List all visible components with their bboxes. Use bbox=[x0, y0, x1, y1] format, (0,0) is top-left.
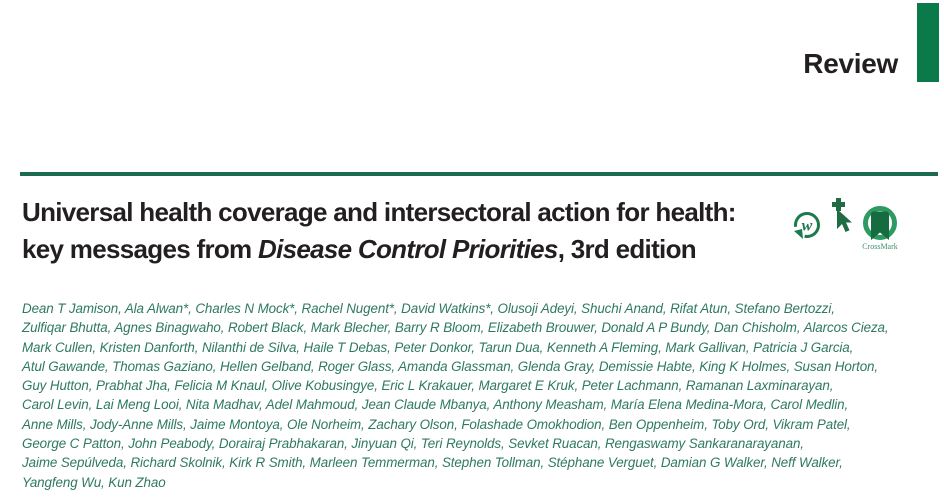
header-rule bbox=[20, 172, 938, 176]
author-line: George C Patton, John Peabody, Dorairaj Prabhakaran, Jinyuan Qi, Teri Reynolds, Sevket Ruacan, Rengaswamy Sankaranarayanan, bbox=[22, 436, 804, 452]
author-line: Mark Cullen, Kristen Danforth, Nilanthi de Silva, Haile T Debas, Peter Donkor, Tarun Dua, Kenneth A Fleming, Mark Gallivan, Patricia J Garcia, bbox=[22, 339, 854, 355]
crossmark-icon[interactable] bbox=[859, 205, 901, 251]
title-line-2-suffix: , 3rd edition bbox=[557, 234, 696, 264]
author-line: Guy Hutton, Prabhat Jha, Felicia M Knaul, Olive Kobusingye, Eric L Krakauer, Margaret E Kruk, Peter Lachmann, Ramanan Laxminarayan, bbox=[22, 378, 834, 394]
author-line: Anne Mills, Jody-Anne Mills, Jaime Montoya, Ole Norheim, Zachary Olson, Folashade Omokhodion, Ben Oppenheim, Toby Ord, Vikram Patel, bbox=[22, 416, 851, 432]
wellcome-swoosh-icon[interactable] bbox=[792, 210, 822, 247]
author-line: Yangfeng Wu, Kun Zhao bbox=[22, 474, 166, 490]
cursor-plus-icon[interactable] bbox=[828, 197, 855, 240]
title-line-2 bbox=[22, 231, 736, 268]
author-line: Jaime Sepúlveda, Richard Skolnik, Kirk R Smith, Marleen Temmerman, Stephen Tollman, Stéphane Verguet, Damian G Walker, Neff Walker, bbox=[22, 455, 843, 471]
title-line-2-prefix: key messages from bbox=[22, 234, 258, 264]
article-badges bbox=[792, 197, 901, 251]
title-line-2-italic: Disease Control Priorities bbox=[258, 234, 558, 264]
author-line: Carol Levin, Lai Meng Looi, Nita Madhav, Adel Mahmoud, Jean Claude Mbanya, Anthony Measham, María Elena Medina-Mora, Carol Medlin, bbox=[22, 397, 849, 413]
author-line: Dean T Jamison, Ala Alwan*, Charles N Mock*, Rachel Nugent*, David Watkins*, Olusoji Adeyi, Shuchi Anand, Rifat Atun, Stefano Bertozzi, bbox=[22, 301, 835, 316]
author-line: Atul Gawande, Thomas Gaziano, Hellen Gelband, Roger Glass, Amanda Glassman, Glenda Gray, Demissie Habte, King K Holmes, Susan Horton, bbox=[22, 358, 879, 374]
author-list bbox=[22, 299, 889, 492]
svg-text:w: w bbox=[801, 217, 813, 235]
article-title bbox=[22, 194, 736, 268]
brand-corner-bar bbox=[917, 3, 939, 82]
section-label: Review bbox=[803, 48, 898, 79]
title-line-1: Universal health coverage and intersectoral action for health: bbox=[22, 197, 736, 227]
author-line: Zulfiqar Bhutta, Agnes Binagwaho, Robert Black, Mark Blecher, Barry R Bloom, Elizabeth Brouwer, Donald A P Bundy, Dan Chisholm, Alarcos Cieza, bbox=[22, 320, 889, 336]
crossmark-label: CrossMark bbox=[862, 242, 898, 251]
